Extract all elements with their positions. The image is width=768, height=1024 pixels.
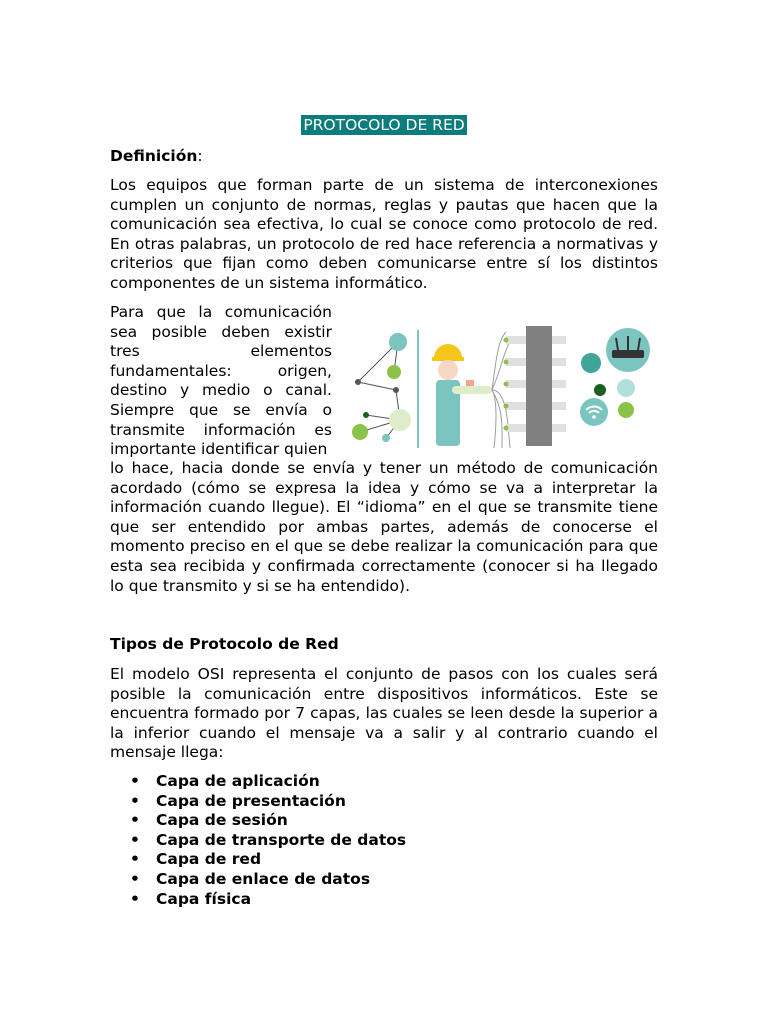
bullet-icon: • xyxy=(130,811,140,830)
network-protocol-illustration xyxy=(346,320,658,452)
list-item xyxy=(130,870,406,890)
layer-label: Capa de aplicación xyxy=(156,772,320,790)
definition-colon: : xyxy=(197,147,203,165)
bullet-icon: • xyxy=(130,830,140,849)
dark-green-dot xyxy=(594,384,606,396)
technician-icon xyxy=(432,344,492,446)
paragraph-elements-part1: Para que la comunicación sea posible deben existir tres elementos fundamentales: origen, destino y medio o canal. Siempre que se envía o transmite información es importante identificar quien xyxy=(110,303,332,459)
heading-protocol-types: Tipos de Protocolo de Red xyxy=(110,635,339,653)
bullet-icon: • xyxy=(130,869,140,888)
page-title: PROTOCOLO DE RED xyxy=(303,116,465,134)
list-item xyxy=(130,890,406,910)
list-item xyxy=(130,850,406,870)
paragraph-osi-model: El modelo OSI representa el conjunto de pasos con los cuales será posible la comunicación entre dispositivos informáticos. Este se encuentra formado por 7 capas, las cuales se leen desde la superior a la inferior cuando el mensaje va a salir y al contrario cuando el mensaje llega: xyxy=(110,665,658,762)
list-item xyxy=(130,772,406,792)
osi-layers-list xyxy=(130,772,406,909)
layer-label: Capa de transporte de datos xyxy=(156,830,407,849)
definition-heading xyxy=(110,147,658,167)
router-icon xyxy=(606,328,650,372)
list-item xyxy=(130,831,406,851)
layer-label: Capa de sesión xyxy=(156,811,288,830)
layer-label: Capa de presentación xyxy=(156,791,346,810)
layer-label: Capa física xyxy=(156,889,252,908)
bullet-icon: • xyxy=(130,850,140,869)
definition-label: Definición xyxy=(110,147,198,165)
green-dot xyxy=(618,402,634,418)
paragraph-elements-part2: lo hace, hacia donde se envía y tener un método de comunicación acordado (cómo se expresa la idea y cómo se va a interpretar la información cuando llegue). El “idioma” en el que se transmite tiene que ser entendido por ambas partes, además de conocerse el momento preciso en el que se debe realizar la comunicación para que esta sea recibida y confirmada correctamente (conocer si ha llegado lo que transmito y si se ha entendido). xyxy=(110,459,658,595)
title-row xyxy=(0,115,768,135)
layer-label: Capa de enlace de datos xyxy=(156,869,371,888)
teal-dot xyxy=(581,353,601,373)
list-item xyxy=(130,792,406,812)
patch-panel-icon xyxy=(504,326,567,446)
light-teal-dot xyxy=(617,379,635,397)
bullet-icon: • xyxy=(130,791,140,810)
network-nodes-icon xyxy=(352,333,411,442)
list-item xyxy=(130,811,406,831)
paragraph-definition: Los equipos que forman parte de un sistema de interconexiones cumplen un conjunto de normas, reglas y pautas que hacen que la comunicación sea efectiva, lo cual se conoce como protocolo de red. En otras palabras, un protocolo de red hace referencia a normativas y criterios que fijan como deben comunicarse entre sí los distintos componentes de un sistema informático. xyxy=(110,176,658,292)
bullet-icon: • xyxy=(130,889,140,908)
bullet-icon: • xyxy=(130,772,140,790)
layer-label: Capa de red xyxy=(156,850,262,869)
wifi-icon xyxy=(580,398,608,426)
